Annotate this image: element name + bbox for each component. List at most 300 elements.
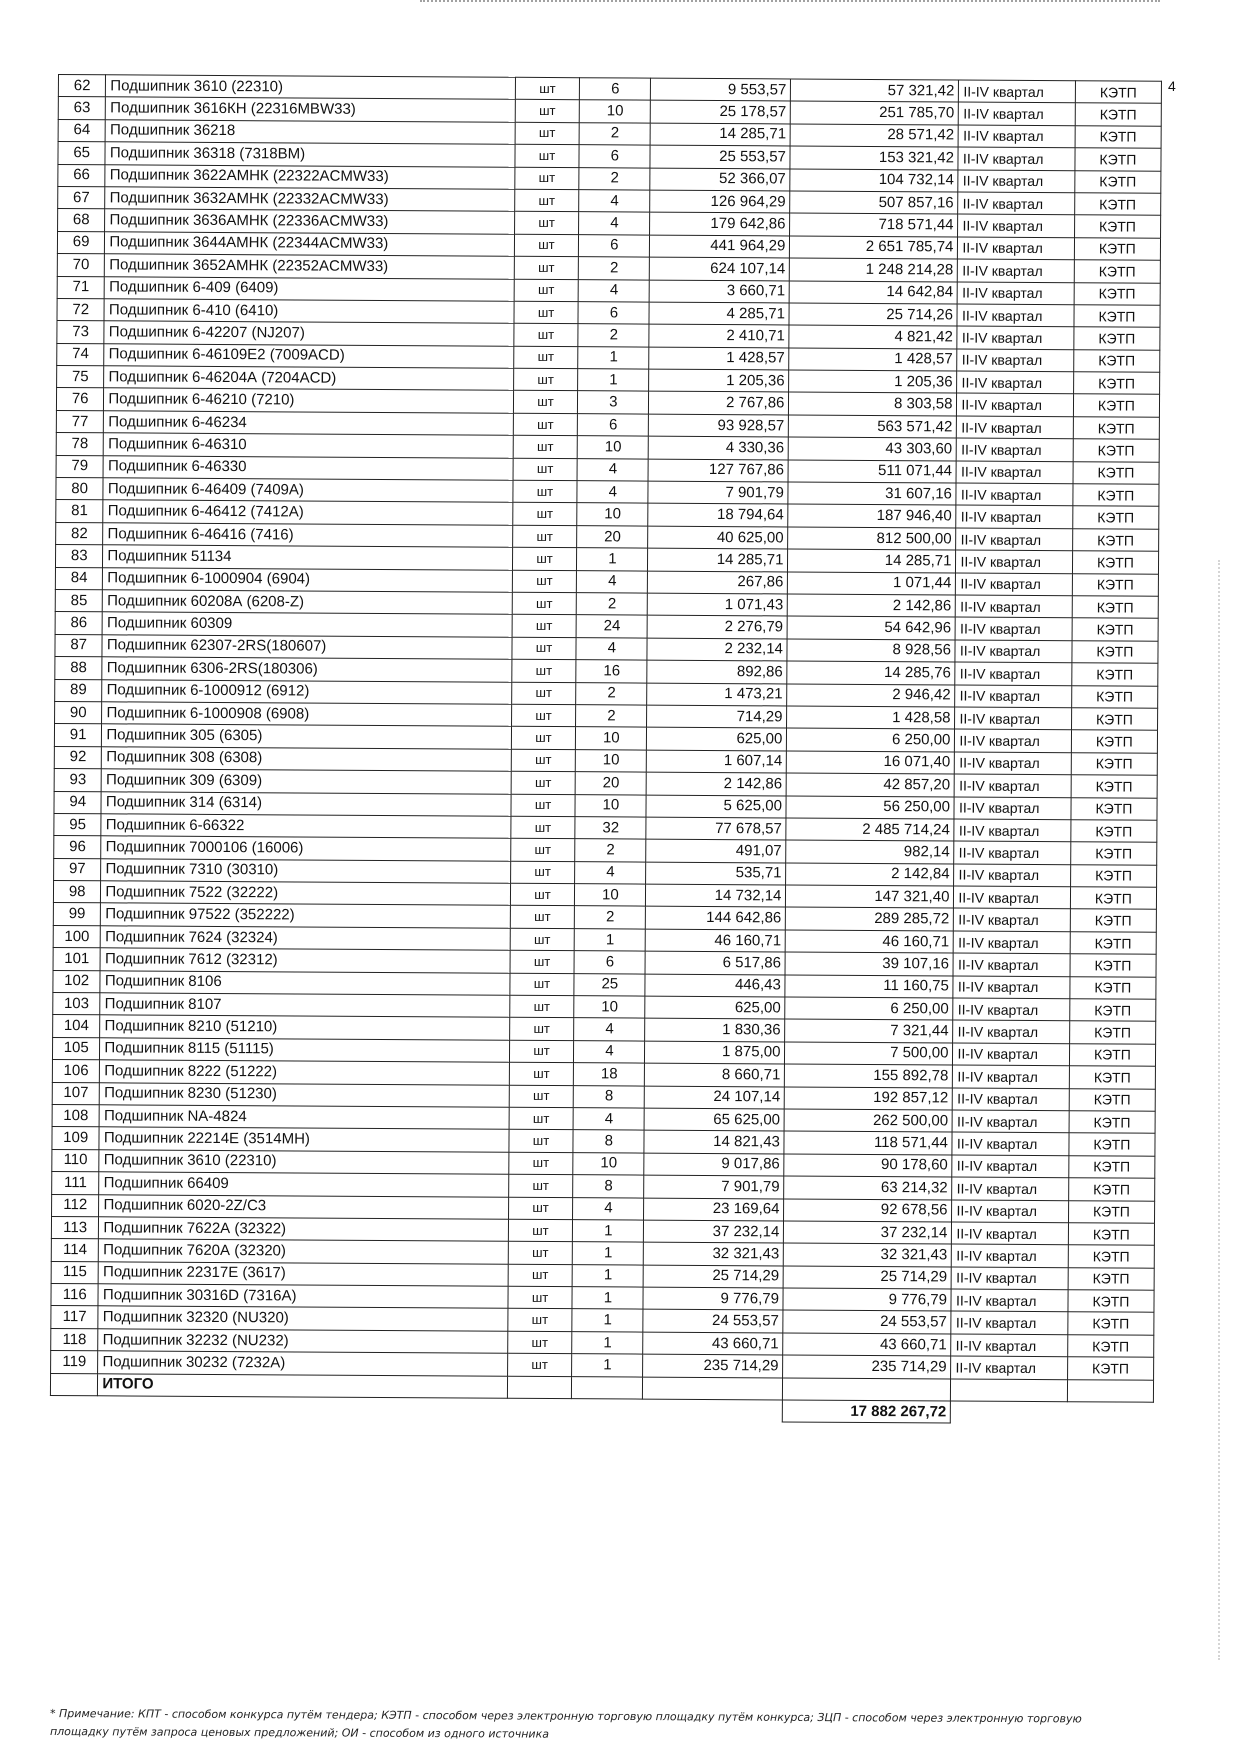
cell-period: II-IV квартал [955, 707, 1071, 730]
cell-method: КЭТП [1071, 708, 1157, 731]
cell-period: II-IV квартал [952, 1132, 1068, 1155]
cell-price: 4 330,36 [649, 436, 789, 459]
cell-num: 80 [56, 478, 104, 501]
cell-sum: 28 571,42 [790, 124, 958, 147]
cell-unit: шт [508, 1286, 573, 1309]
cell-method: КЭТП [1072, 551, 1158, 574]
cell-price: 25 714,29 [644, 1265, 784, 1288]
cell-name: Подшипник 305 (6305) [102, 724, 511, 749]
cell-qty: 4 [577, 458, 648, 481]
cell-num: 86 [55, 612, 103, 635]
cell-sum: 16 071,40 [787, 751, 955, 774]
cell-price: 2 767,86 [649, 392, 789, 415]
cell-price: 2 232,14 [647, 638, 787, 661]
cell-qty: 8 [573, 1130, 644, 1153]
cell-name: Подшипник 6-46310 [104, 433, 513, 458]
cell-unit: шт [509, 995, 574, 1018]
cell-qty: 4 [577, 481, 648, 504]
cell-qty: 10 [573, 1152, 644, 1175]
cell-name: Подшипник 6-1000904 (6904) [103, 567, 512, 592]
cell-price: 1 071,43 [648, 593, 788, 616]
cell-num: 114 [51, 1239, 99, 1262]
cell-period: II-IV квартал [958, 282, 1074, 305]
cell-method: КЭТП [1073, 506, 1159, 529]
cell-price: 7 901,79 [644, 1175, 784, 1198]
cell-num: 66 [58, 164, 106, 187]
cell-qty: 1 [578, 346, 649, 369]
cell-unit: шт [511, 771, 576, 794]
cell-name: Подшипник 6-1000912 (6912) [102, 679, 511, 704]
cell-num: 95 [54, 813, 102, 836]
cell-method: КЭТП [1069, 1066, 1155, 1089]
cell-qty: 10 [577, 436, 648, 459]
cell-price: 65 625,00 [644, 1108, 784, 1131]
cell-method: КЭТП [1072, 596, 1158, 619]
cell-period: II-IV квартал [957, 438, 1073, 461]
cell-qty: 8 [573, 1175, 644, 1198]
cell-qty: 6 [574, 951, 645, 974]
cell-qty: 2 [576, 705, 647, 728]
cell-period: II-IV квартал [953, 1020, 1069, 1043]
table-body [51, 75, 1162, 1380]
cell-sum: 14 285,76 [787, 661, 955, 684]
cell-unit: шт [514, 279, 579, 302]
cell-method: КЭТП [1074, 282, 1160, 305]
cell-period: II-IV квартал [953, 976, 1069, 999]
cell-unit: шт [514, 301, 579, 324]
cell-price: 267,86 [648, 571, 788, 594]
total-method-cell [1067, 1379, 1153, 1402]
cell-qty: 32 [575, 817, 646, 840]
cell-unit: шт [515, 77, 580, 100]
cell-name: Подшипник 51134 [103, 545, 512, 570]
cell-qty: 16 [576, 660, 647, 683]
total-period-cell [951, 1379, 1067, 1402]
cell-method: КЭТП [1071, 820, 1157, 843]
cell-unit: шт [513, 436, 578, 459]
cell-num: 67 [58, 186, 106, 209]
cell-qty: 2 [578, 324, 649, 347]
cell-qty: 20 [575, 772, 646, 795]
cell-method: КЭТП [1070, 909, 1156, 932]
table-total-section [50, 1373, 1153, 1425]
cell-period: II-IV квартал [953, 1088, 1069, 1111]
cell-price: 6 517,86 [645, 951, 785, 974]
cell-period: II-IV квартал [953, 998, 1069, 1021]
cell-qty: 1 [572, 1264, 643, 1287]
cell-price: 491,07 [646, 839, 786, 862]
cell-name: Подшипник 36318 (7318ВМ) [105, 142, 514, 167]
footnote [50, 1705, 1190, 1747]
cell-num: 97 [54, 858, 102, 881]
cell-num: 118 [51, 1328, 99, 1351]
cell-sum: 54 642,96 [787, 616, 955, 639]
cell-sum: 2 142,84 [786, 863, 954, 886]
cell-unit: шт [509, 1107, 574, 1130]
cell-sum: 1 428,57 [789, 348, 957, 371]
cell-name: Подшипник 8222 (51222) [100, 1060, 509, 1085]
cell-name: Подшипник 8230 (51230) [100, 1082, 509, 1107]
scan-artifact-top [420, 0, 1160, 12]
cell-qty: 4 [577, 570, 648, 593]
cell-sum: 812 500,00 [788, 527, 956, 550]
cell-num: 113 [51, 1216, 99, 1239]
cell-price: 43 660,71 [643, 1332, 783, 1355]
cell-method: КЭТП [1073, 484, 1159, 507]
cell-sum: 511 071,44 [788, 460, 956, 483]
cell-name: Подшипник 30232 (7232А) [98, 1351, 507, 1376]
cell-sum: 25 714,29 [784, 1266, 952, 1289]
cell-sum: 46 160,71 [786, 930, 954, 953]
cell-qty: 1 [577, 548, 648, 571]
cell-period: II-IV квартал [956, 595, 1072, 618]
cell-period: II-IV квартал [951, 1311, 1067, 1334]
cell-sum: 147 321,40 [786, 885, 954, 908]
cell-unit: шт [508, 1309, 573, 1332]
cell-sum: 187 946,40 [788, 504, 956, 527]
cell-num: 96 [54, 836, 102, 859]
cell-name: Подшипник 6-46204А (7204ACD) [104, 366, 513, 391]
total-label: ИТОГО [98, 1373, 507, 1398]
cell-price: 446,43 [645, 974, 785, 997]
cell-unit: шт [515, 122, 580, 145]
cell-unit: шт [510, 906, 575, 929]
cell-period: II-IV квартал [956, 505, 1072, 528]
cell-period: II-IV квартал [959, 80, 1075, 103]
cell-unit: шт [513, 368, 578, 391]
cell-price: 3 660,71 [650, 280, 790, 303]
cell-qty: 2 [579, 122, 650, 145]
cell-price: 4 285,71 [649, 302, 789, 325]
cell-qty: 2 [579, 167, 650, 190]
cell-price: 2 276,79 [647, 615, 787, 638]
cell-name: Подшипник 3622АМНК (22322ACMW33) [105, 164, 514, 189]
cell-method: КЭТП [1069, 1021, 1155, 1044]
cell-method: КЭТП [1075, 148, 1161, 171]
cell-price: 1 473,21 [647, 683, 787, 706]
cell-num: 74 [57, 343, 105, 366]
cell-sum: 507 857,16 [790, 191, 958, 214]
cell-name: Подшипник 3632АМНК (22332ACMW33) [105, 187, 514, 212]
cell-name: Подшипник 6-410 (6410) [104, 299, 513, 324]
cell-period: II-IV квартал [958, 237, 1074, 260]
cell-period: II-IV квартал [955, 774, 1071, 797]
cell-sum: 2 651 785,74 [790, 236, 958, 259]
cell-period: II-IV квартал [954, 864, 1070, 887]
cell-unit: шт [509, 1040, 574, 1063]
cell-sum: 24 553,57 [783, 1310, 951, 1333]
cell-name: Подшипник 3644АМНК (22344ACMW33) [105, 232, 514, 257]
cell-unit: шт [509, 1085, 574, 1108]
cell-unit: шт [508, 1264, 573, 1287]
procurement-table-wrapper [58, 74, 1162, 1421]
cell-period: II-IV квартал [952, 1244, 1068, 1267]
cell-method: КЭТП [1071, 775, 1157, 798]
cell-price: 2 410,71 [649, 324, 789, 347]
cell-sum: 192 857,12 [785, 1087, 953, 1110]
cell-name: Подшипник 8107 [100, 993, 509, 1018]
cell-qty: 4 [574, 1040, 645, 1063]
cell-name: Подшипник 7310 (30310) [101, 858, 510, 883]
cell-price: 14 285,71 [650, 123, 790, 146]
cell-price: 127 767,86 [648, 459, 788, 482]
cell-num: 116 [51, 1284, 99, 1307]
cell-method: КЭТП [1074, 327, 1160, 350]
cell-name: Подшипник 314 (6314) [101, 791, 510, 816]
cell-unit: шт [513, 480, 578, 503]
cell-method: КЭТП [1071, 685, 1157, 708]
cell-unit: шт [512, 615, 577, 638]
cell-name: Подшипник 32320 (NU320) [98, 1306, 507, 1331]
cell-num: 90 [55, 701, 103, 724]
cell-method: КЭТП [1071, 797, 1157, 820]
cell-price: 535,71 [646, 862, 786, 885]
cell-price: 1 607,14 [647, 750, 787, 773]
cell-sum: 42 857,20 [787, 773, 955, 796]
cell-period: II-IV квартал [956, 461, 1072, 484]
cell-sum: 43 303,60 [789, 437, 957, 460]
cell-period: II-IV квартал [951, 1356, 1067, 1379]
cell-qty: 1 [573, 1242, 644, 1265]
cell-period: II-IV квартал [952, 1200, 1068, 1223]
cell-sum: 155 892,78 [785, 1064, 953, 1087]
cell-price: 25 178,57 [651, 101, 791, 124]
cell-sum: 118 571,44 [784, 1131, 952, 1154]
cell-method: КЭТП [1072, 529, 1158, 552]
cell-period: II-IV квартал [954, 796, 1070, 819]
cell-num: 82 [56, 522, 104, 545]
total-price-cell [643, 1377, 783, 1400]
cell-unit: шт [514, 212, 579, 235]
cell-unit: шт [507, 1331, 572, 1354]
cell-num: 83 [55, 545, 103, 568]
cell-sum: 563 571,42 [789, 415, 957, 438]
cell-unit: шт [511, 727, 576, 750]
cell-method: КЭТП [1068, 1223, 1154, 1246]
cell-num: 72 [57, 298, 105, 321]
cell-price: 32 321,43 [644, 1242, 784, 1265]
cell-unit: шт [515, 167, 580, 190]
cell-qty: 1 [578, 369, 649, 392]
cell-price: 14 821,43 [644, 1130, 784, 1153]
cell-num: 89 [55, 679, 103, 702]
cell-unit: шт [512, 503, 577, 526]
cell-method: КЭТП [1074, 305, 1160, 328]
cell-method: КЭТП [1070, 999, 1156, 1022]
cell-price: 9 553,57 [651, 78, 791, 101]
cell-num: 65 [58, 142, 106, 165]
cell-qty: 4 [579, 212, 650, 235]
cell-period: II-IV квартал [956, 528, 1072, 551]
cell-sum: 56 250,00 [786, 795, 954, 818]
cell-period: II-IV квартал [951, 1334, 1067, 1357]
cell-sum: 1 428,58 [787, 706, 955, 729]
cell-qty: 8 [574, 1085, 645, 1108]
cell-price: 1 830,36 [645, 1019, 785, 1042]
cell-num: 107 [52, 1082, 100, 1105]
cell-sum: 2 142,86 [788, 594, 956, 617]
cell-unit: шт [508, 1197, 573, 1220]
cell-method: КЭТП [1070, 932, 1156, 955]
cell-sum: 1 248 214,28 [790, 258, 958, 281]
cell-method: КЭТП [1068, 1290, 1154, 1313]
cell-name: Подшипник 30316D (7316А) [98, 1284, 507, 1309]
cell-name: Подшипник 6-46234 [104, 411, 513, 436]
cell-name: Подшипник 6-46330 [103, 455, 512, 480]
cell-unit: шт [512, 592, 577, 615]
cell-num: 84 [55, 567, 103, 590]
cell-qty: 10 [575, 884, 646, 907]
cell-period: II-IV квартал [957, 304, 1073, 327]
cell-period: II-IV квартал [957, 349, 1073, 372]
cell-price: 625,00 [647, 727, 787, 750]
cell-qty: 1 [574, 929, 645, 952]
cell-num: 91 [54, 724, 102, 747]
cell-num: 63 [58, 97, 106, 120]
cell-name: Подшипник 3636АМНК (22336ACMW33) [105, 209, 514, 234]
cell-period: II-IV квартал [954, 819, 1070, 842]
cell-unit: шт [511, 659, 576, 682]
cell-period: II-IV квартал [957, 416, 1073, 439]
cell-sum: 37 232,14 [784, 1221, 952, 1244]
cell-price: 714,29 [647, 705, 787, 728]
cell-sum: 57 321,42 [791, 79, 959, 102]
cell-qty: 2 [577, 593, 648, 616]
cell-name: Подшипник 22214Е (3514МН) [99, 1127, 508, 1152]
cell-method: КЭТП [1073, 439, 1159, 462]
cell-qty: 4 [576, 637, 647, 660]
cell-sum: 14 642,84 [790, 280, 958, 303]
cell-sum: 7 500,00 [785, 1042, 953, 1065]
cell-method: КЭТП [1074, 260, 1160, 283]
cell-period: II-IV квартал [957, 326, 1073, 349]
cell-name: Подшипник 8210 (51210) [100, 1015, 509, 1040]
cell-period: II-IV квартал [954, 841, 1070, 864]
cell-method: КЭТП [1072, 618, 1158, 641]
cell-qty: 10 [575, 794, 646, 817]
cell-sum: 63 214,32 [784, 1176, 952, 1199]
cell-sum: 8 303,58 [789, 392, 957, 415]
cell-unit: шт [513, 458, 578, 481]
cell-unit: шт [512, 547, 577, 570]
cell-period: II-IV квартал [955, 685, 1071, 708]
cell-unit: шт [509, 1018, 574, 1041]
cell-sum: 1 205,36 [789, 370, 957, 393]
cell-method: КЭТП [1068, 1267, 1154, 1290]
cell-period: II-IV квартал [959, 102, 1075, 125]
cell-period: II-IV квартал [959, 125, 1075, 148]
cell-method: КЭТП [1071, 730, 1157, 753]
cell-method: КЭТП [1075, 125, 1161, 148]
cell-name: Подшипник 7620А (32320) [99, 1239, 508, 1264]
page-number: 4 [1168, 78, 1176, 94]
cell-unit: шт [508, 1152, 573, 1175]
cell-sum: 6 250,00 [787, 728, 955, 751]
cell-price: 625,00 [645, 996, 785, 1019]
cell-price: 179 642,86 [650, 212, 790, 235]
cell-qty: 1 [572, 1309, 643, 1332]
cell-name: Подшипник 6-1000908 (6908) [102, 702, 511, 727]
cell-qty: 1 [572, 1354, 643, 1377]
cell-qty: 4 [574, 1018, 645, 1041]
cell-method: КЭТП [1073, 394, 1159, 417]
cell-price: 126 964,29 [650, 190, 790, 213]
cell-unit: шт [509, 1130, 574, 1153]
cell-method: КЭТП [1071, 752, 1157, 775]
cell-qty: 6 [580, 78, 651, 101]
cell-num: 77 [56, 410, 104, 433]
cell-unit: шт [514, 256, 579, 279]
procurement-table [50, 74, 1162, 1425]
cell-method: КЭТП [1069, 1043, 1155, 1066]
cell-qty: 10 [577, 503, 648, 526]
cell-method: КЭТП [1069, 1133, 1155, 1156]
cell-name: Подшипник 6-46109Е2 (7009ACD) [104, 343, 513, 368]
cell-period: II-IV квартал [953, 1065, 1069, 1088]
cell-num: 101 [53, 948, 101, 971]
cell-method: КЭТП [1070, 842, 1156, 865]
cell-period: II-IV квартал [954, 931, 1070, 954]
cell-price: 14 732,14 [646, 884, 786, 907]
cell-sum: 2 946,42 [787, 684, 955, 707]
cell-qty: 10 [576, 749, 647, 772]
cell-unit: шт [509, 1062, 574, 1085]
cell-num: 78 [56, 433, 104, 456]
cell-num: 85 [55, 589, 103, 612]
cell-num: 68 [58, 209, 106, 232]
cell-method: КЭТП [1073, 461, 1159, 484]
cell-period: II-IV квартал [951, 1289, 1067, 1312]
cell-period: II-IV квартал [955, 640, 1071, 663]
cell-price: 14 285,71 [648, 548, 788, 571]
cell-sum: 982,14 [786, 840, 954, 863]
cell-unit: шт [511, 682, 576, 705]
cell-price: 40 625,00 [648, 526, 788, 549]
cell-period: II-IV квартал [955, 752, 1071, 775]
cell-num: 76 [56, 388, 104, 411]
cell-name: Подшипник 6-46409 (7409А) [103, 478, 512, 503]
cell-num: 62 [58, 75, 106, 98]
cell-qty: 25 [574, 973, 645, 996]
cell-price: 46 160,71 [646, 929, 786, 952]
cell-name: Подшипник 6-409 (6409) [105, 276, 514, 301]
cell-unit: шт [511, 704, 576, 727]
cell-num: 102 [53, 970, 101, 993]
cell-num: 64 [58, 119, 106, 142]
cell-period: II-IV квартал [952, 1155, 1068, 1178]
cell-method: КЭТП [1074, 215, 1160, 238]
cell-method: КЭТП [1070, 976, 1156, 999]
cell-period: II-IV квартал [958, 147, 1074, 170]
cell-price: 23 169,64 [644, 1198, 784, 1221]
cell-period: II-IV квартал [953, 953, 1069, 976]
cell-num: 94 [54, 791, 102, 814]
cell-qty: 6 [578, 302, 649, 325]
cell-sum: 4 821,42 [789, 325, 957, 348]
cell-name: Подшипник 7612 (32312) [100, 948, 509, 973]
cell-unit: шт [511, 816, 576, 839]
cell-period: II-IV квартал [955, 662, 1071, 685]
cell-name: Подшипник 60309 [102, 612, 511, 637]
cell-method: КЭТП [1070, 864, 1156, 887]
cell-num: 103 [53, 993, 101, 1016]
cell-price: 9 017,86 [644, 1153, 784, 1176]
cell-method: КЭТП [1073, 349, 1159, 372]
cell-unit: шт [513, 391, 578, 414]
cell-num: 104 [53, 1015, 101, 1038]
cell-unit: шт [508, 1242, 573, 1265]
cell-name: Подшипник 66409 [99, 1172, 508, 1197]
